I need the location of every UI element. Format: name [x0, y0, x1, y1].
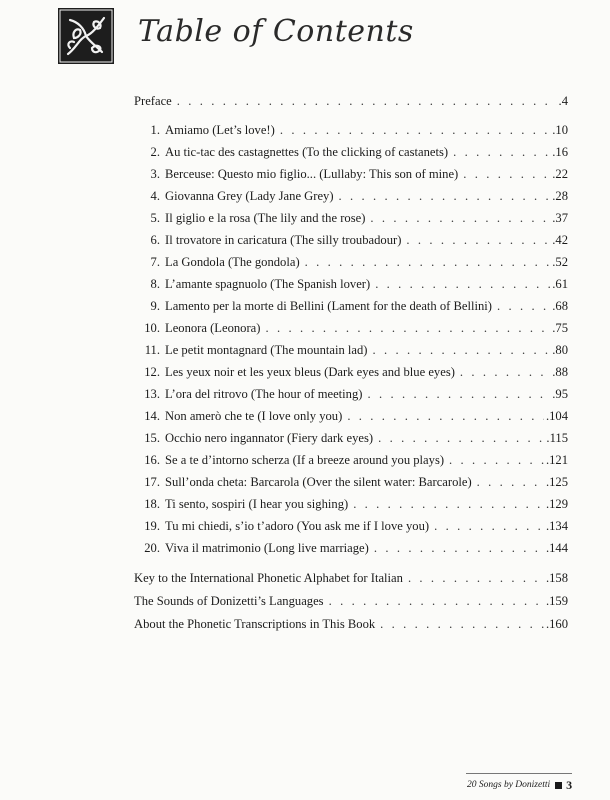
page-number: .125 — [545, 475, 568, 489]
entry-number: 20. — [144, 541, 160, 555]
dot-leader — [434, 518, 544, 534]
dot-leader — [375, 276, 550, 292]
footer-page-number: 3 — [566, 777, 573, 792]
footer-rule — [466, 773, 572, 774]
entry-title: Occhio nero ingannator (Fiery dark eyes) — [165, 431, 374, 445]
page-number: .61 — [552, 277, 568, 291]
toc-entry-appendix[interactable] — [134, 570, 568, 586]
toc-entry[interactable] — [134, 320, 568, 336]
page-number: .160 — [545, 617, 568, 631]
dot-leader — [265, 320, 550, 336]
page-number: .115 — [546, 431, 568, 445]
page-number: .22 — [552, 167, 568, 181]
page-number: .16 — [552, 145, 568, 159]
entry-title: Les yeux noir et les yeux bleus (Dark eyes and blue eyes) — [165, 365, 455, 379]
toc-entry[interactable] — [134, 166, 568, 182]
square-bullet-icon — [555, 782, 562, 789]
toc-entry-preface[interactable] — [134, 93, 568, 109]
toc-entry[interactable] — [134, 188, 568, 204]
entry-number: 5. — [150, 211, 160, 225]
footer-book-title: 20 Songs by Donizetti — [467, 780, 551, 790]
dot-leader — [370, 210, 550, 226]
page-title: Table of Contents — [138, 14, 414, 49]
dot-leader — [380, 616, 544, 632]
dot-leader — [460, 364, 550, 380]
toc-entry[interactable] — [134, 232, 568, 248]
entry-number: 13. — [144, 387, 160, 401]
entry-title: L’amante spagnuolo (The Spanish lover) — [165, 277, 371, 291]
entry-title: Non amerò che te (I love only you) — [165, 409, 343, 423]
dot-leader — [339, 188, 551, 204]
dot-leader — [329, 593, 544, 609]
entry-number: 4. — [150, 189, 160, 203]
page-number: .75 — [552, 321, 568, 335]
entry-title: L’ora del ritrovo (The hour of meeting) — [165, 387, 363, 401]
entry-title: Il giglio e la rosa (The lily and the rose) — [165, 211, 366, 225]
page-number: .129 — [545, 497, 568, 511]
page-number: .42 — [552, 233, 568, 247]
entry-number: 3. — [150, 167, 160, 181]
toc-entry[interactable] — [134, 452, 568, 468]
page-number: .95 — [552, 387, 568, 401]
entry-title: Preface — [134, 94, 172, 108]
page-number: .88 — [552, 365, 568, 379]
toc-entry[interactable] — [134, 474, 568, 490]
leaf-ornament-icon — [58, 8, 114, 64]
toc-entry[interactable] — [134, 298, 568, 314]
entry-number: 16. — [144, 453, 160, 467]
page-number: .10 — [552, 123, 568, 137]
page-number: .144 — [545, 541, 568, 555]
entry-number: 18. — [144, 497, 160, 511]
toc-entry[interactable] — [134, 540, 568, 556]
dot-leader — [347, 408, 544, 424]
entry-title: Leonora (Leonora) — [165, 321, 261, 335]
page-number: .80 — [552, 343, 568, 357]
dot-leader — [497, 298, 550, 314]
page-footer — [467, 777, 577, 793]
entry-title: Key to the International Phonetic Alphabet for Italian — [134, 571, 403, 585]
page-number: .37 — [552, 211, 568, 225]
toc-entry-appendix[interactable] — [134, 616, 568, 632]
entry-title: Se a te d’intorno scherza (If a breeze around you plays) — [165, 453, 445, 467]
toc-entry[interactable] — [134, 430, 568, 446]
entry-title: La Gondola (The gondola) — [165, 255, 300, 269]
toc-entry[interactable] — [134, 364, 568, 380]
dot-leader — [280, 122, 550, 138]
entry-title: Au tic-tac des castagnettes (To the clicking of castanets) — [165, 145, 449, 159]
entry-number: 14. — [144, 409, 160, 423]
entry-number: 9. — [150, 299, 160, 313]
dot-leader — [177, 93, 557, 109]
dot-leader — [463, 166, 550, 182]
toc-entry[interactable] — [134, 122, 568, 138]
page-number: .28 — [552, 189, 568, 203]
dot-leader — [372, 342, 550, 358]
entry-number: 10. — [144, 321, 160, 335]
entry-title: Tu mi chiedi, s’io t’adoro (You ask me if I love you) — [165, 519, 430, 533]
toc-entry[interactable] — [134, 144, 568, 160]
dot-leader — [477, 474, 544, 490]
dot-leader — [408, 570, 544, 586]
toc-entry[interactable] — [134, 518, 568, 534]
page-number: .158 — [545, 571, 568, 585]
entry-number: 1. — [150, 123, 160, 137]
page-number: .68 — [552, 299, 568, 313]
page-number: .159 — [545, 594, 568, 608]
toc-entry[interactable] — [134, 254, 568, 270]
page-number: .104 — [545, 409, 568, 423]
dot-leader — [367, 386, 550, 402]
dot-leader — [305, 254, 551, 270]
dot-leader — [453, 144, 550, 160]
entry-number: 15. — [144, 431, 160, 445]
entry-number: 11. — [144, 343, 160, 357]
toc-entry[interactable] — [134, 210, 568, 226]
dot-leader — [449, 452, 544, 468]
entry-number: 17. — [144, 475, 160, 489]
dot-leader — [353, 496, 544, 512]
dot-leader — [406, 232, 550, 248]
dot-leader — [378, 430, 544, 446]
entry-title: Lamento per la morte di Bellini (Lament for the death of Bellini) — [165, 299, 492, 313]
toc-entry[interactable] — [134, 496, 568, 512]
page-number: .134 — [545, 519, 568, 533]
page-number: .52 — [552, 255, 568, 269]
entry-number: 2. — [150, 145, 160, 159]
entry-number: 19. — [144, 519, 160, 533]
dot-leader — [374, 540, 544, 556]
entry-title: Giovanna Grey (Lady Jane Grey) — [165, 189, 334, 203]
entry-title: Berceuse: Questo mio figlio... (Lullaby: This son of mine) — [165, 167, 459, 181]
entry-title: Il trovatore in caricatura (The silly troubadour) — [165, 233, 402, 247]
entry-number: 12. — [144, 365, 160, 379]
toc-entry[interactable] — [134, 342, 568, 358]
entry-title: The Sounds of Donizetti’s Languages — [134, 594, 324, 608]
entry-title: About the Phonetic Transcriptions in This Book — [134, 617, 376, 631]
entry-number: 6. — [150, 233, 160, 247]
page-number: .121 — [545, 453, 568, 467]
toc-entry[interactable] — [134, 276, 568, 292]
page-number: .4 — [558, 94, 568, 108]
entry-title: Ti sento, sospiri (I hear you sighing) — [165, 497, 349, 511]
entry-title: Sull’onda cheta: Barcarola (Over the silent water: Barcarole) — [165, 475, 472, 489]
entry-title: Amiamo (Let’s love!) — [165, 123, 275, 137]
entry-number: 8. — [150, 277, 160, 291]
entry-title: Le petit montagnard (The mountain lad) — [165, 343, 368, 357]
toc-entry[interactable] — [134, 408, 568, 424]
toc-entry[interactable] — [134, 386, 568, 402]
entry-number: 7. — [150, 255, 160, 269]
entry-title: Viva il matrimonio (Long live marriage) — [165, 541, 369, 555]
toc-entry-appendix[interactable] — [134, 593, 568, 609]
